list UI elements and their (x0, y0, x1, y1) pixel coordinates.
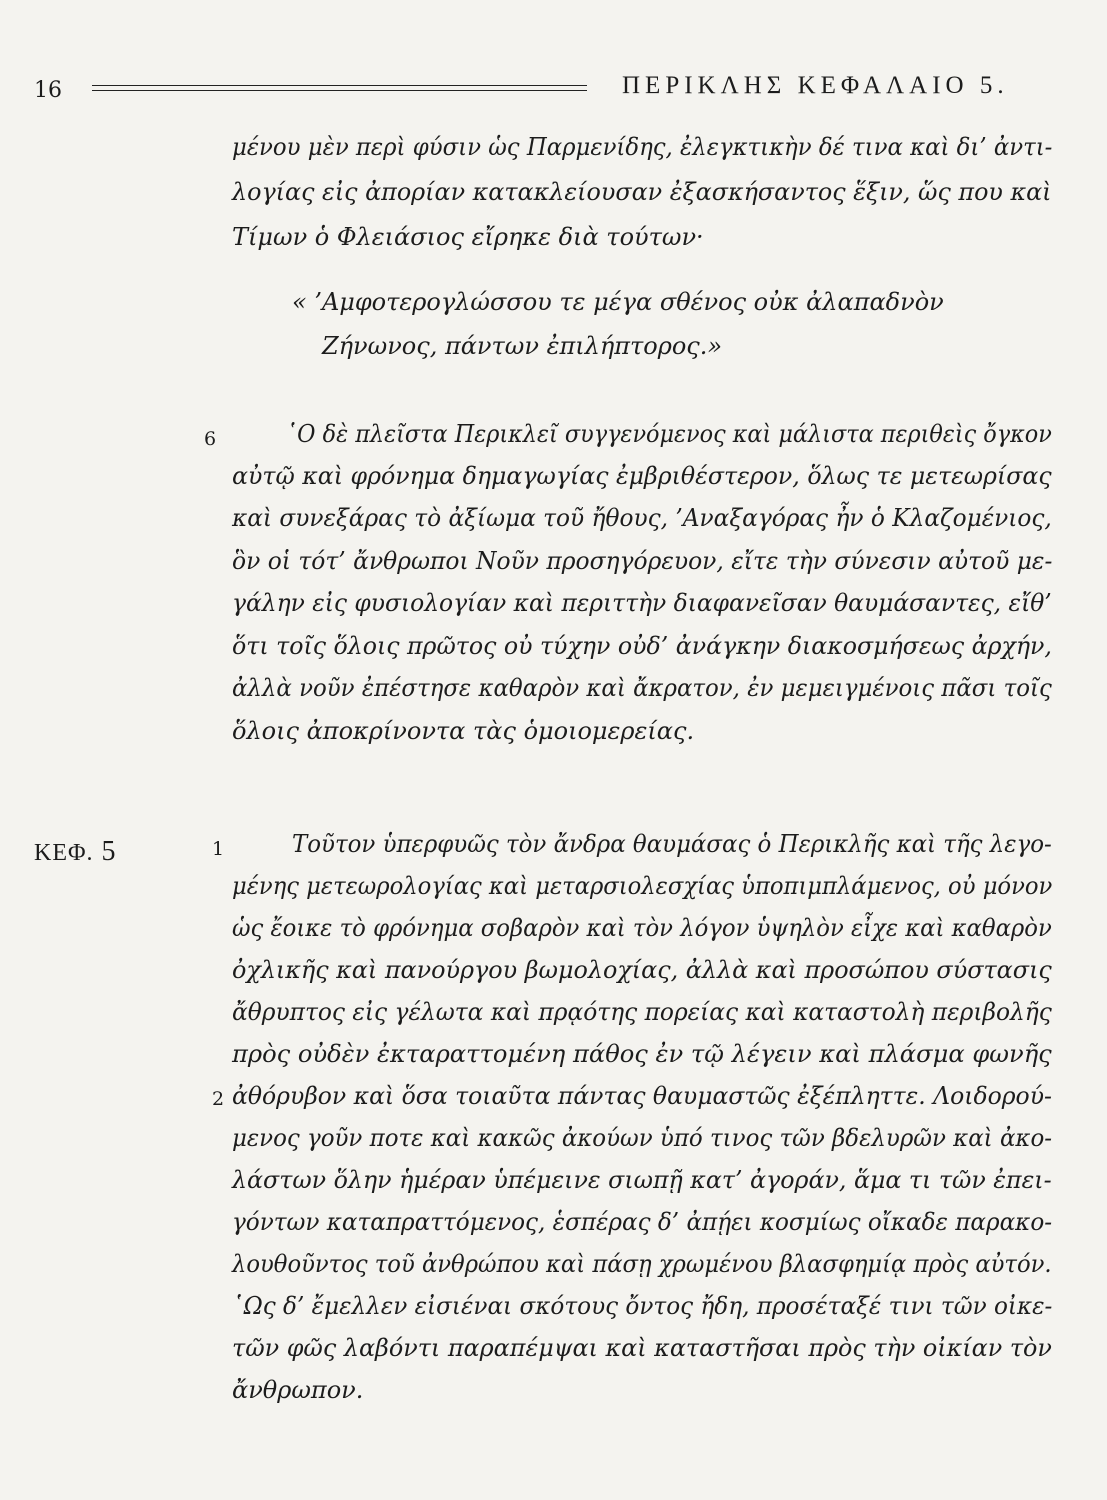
text-line: μενος γοῦν ποτε καὶ κακῶς ἀκούων ὑπό τινος τῶν βδελυρῶν καὶ ἀκο- (232, 1124, 1052, 1152)
text-line: ἄνθρωπον. (232, 1376, 364, 1404)
text-line: γόντων καταπραττόμενος, ἑσπέρας δ’ ἀπῄει κοσμίως οἴκαδε παρακο- (232, 1208, 1053, 1236)
text-line: ῾Ο δὲ πλεῖστα Περικλεῖ συγγενόμενος καὶ μάλιστα περιθεὶς ὄγκον (286, 420, 1052, 448)
text-line: μένης μετεωρολογίας καὶ μεταρσιολεσχίας ὑποπιμπλάμενος, οὐ μόνον (232, 872, 1053, 900)
chapter-heading (34, 836, 117, 868)
header-rule (92, 85, 587, 86)
text-line: γάλην εἰς φυσιολογίαν καὶ περιττὴν διαφανεῖσαν θαυμάσαντες, εἴθ’ (232, 589, 1052, 617)
text-line: ὅλοις ἀποκρίνοντα τὰς ὁμοιομερείας. (232, 717, 695, 745)
section-number-1: 1 (212, 838, 225, 860)
text-line: Τοῦτον ὑπερφυῶς τὸν ἄνδρα θαυμάσας ὁ Περικλῆς καὶ τῆς λεγο- (292, 830, 1052, 858)
text-line: ῾Ως δ’ ἔμελλεν εἰσιέναι σκότους ὄντος ἤδη, προσέταξέ τινι τῶν οἰκε- (232, 1292, 1053, 1320)
running-title: ΠΕΡΙΚΛΗΣ ΚΕΦΑΛΑΙΟ 5. (622, 72, 1009, 99)
page-header (0, 58, 1107, 108)
text-line: λάστων ὅλην ἡμέραν ὑπέμεινε σιωπῇ κατ’ ἀγοράν, ἅμα τι τῶν ἐπει- (232, 1166, 1052, 1194)
text-line: ὃν οἱ τότ’ ἄνθρωποι Νοῦν προσηγόρευον, εἴτε τὴν σύνεσιν αὐτοῦ με- (232, 547, 1053, 575)
section-number-2: 2 (212, 1088, 225, 1110)
text-line: Τίμων ὁ Φλειάσιος εἴρηκε διὰ τούτων· (232, 223, 704, 251)
text-line: ὅτι τοῖς ὅλοις πρῶτος οὐ τύχην οὐδ’ ἀνάγκην διακοσμήσεως ἀρχήν, (232, 632, 1052, 660)
text-line: λουθοῦντος τοῦ ἀνθρώπου καὶ πάσῃ χρωμένου βλασφημίᾳ πρὸς αὐτόν. (232, 1250, 1052, 1278)
text-line: μένου μὲν περὶ φύσιν ὡς Παρμενίδης, ἐλεγκτικὴν δέ τινα καὶ δι’ ἀντι- (232, 133, 1053, 161)
text-line: ὀχλικῆς καὶ πανούργου βωμολοχίας, ἀλλὰ καὶ προσώπου σύστασις (232, 956, 1052, 984)
chapter-label: ΚΕΦ. (34, 840, 94, 866)
quote-line: « ’Αμφοτερογλώσσου τε μέγα σθένος οὐκ ἀλαπαδνὸν (292, 288, 944, 316)
header-rule-second (92, 90, 587, 91)
quote-line: Ζήνωνος, πάντων ἐπιλήπτορος.» (322, 332, 723, 360)
text-line: ὡς ἔοικε τὸ φρόνημα σοβαρὸν καὶ τὸν λόγον ὑψηλὸν εἶχε καὶ καθαρὸν (232, 914, 1052, 942)
text-line: πρὸς οὐδὲν ἐκταραττομένη πάθος ἐν τῷ λέγειν καὶ πλάσμα φωνῆς (232, 1040, 1052, 1068)
text-line: τῶν φῶς λαβόντι παραπέμψαι καὶ καταστῆσαι πρὸς τὴν οἰκίαν τὸν (232, 1334, 1052, 1362)
section-number-6: 6 (204, 428, 217, 450)
text-line: ἄθρυπτος εἰς γέλωτα καὶ πρᾳότης πορείας καὶ καταστολὴ περιβολῆς (232, 998, 1052, 1026)
chapter-number: 5 (101, 836, 117, 867)
page-number: 16 (34, 78, 62, 103)
text-line: ἀθόρυβον καὶ ὅσα τοιαῦτα πάντας θαυμαστῶς ἐξέπληττε. Λοιδορού- (232, 1082, 1052, 1110)
text-line: καὶ συνεξάρας τὸ ἀξίωμα τοῦ ἤθους, ’Αναξαγόρας ἦν ὁ Κλαζομένιος, (232, 504, 1052, 532)
text-line: ἀλλὰ νοῦν ἐπέστησε καθαρὸν καὶ ἄκρατον, ἐν μεμειγμένοις πᾶσι τοῖς (232, 674, 1052, 702)
text-line: αὐτῷ καὶ φρόνημα δημαγωγίας ἐμβριθέστερον, ὅλως τε μετεωρίσας (232, 462, 1052, 490)
text-line: λογίας εἰς ἀπορίαν κατακλείουσαν ἐξασκήσαντος ἕξιν, ὥς που καὶ (232, 178, 1052, 206)
